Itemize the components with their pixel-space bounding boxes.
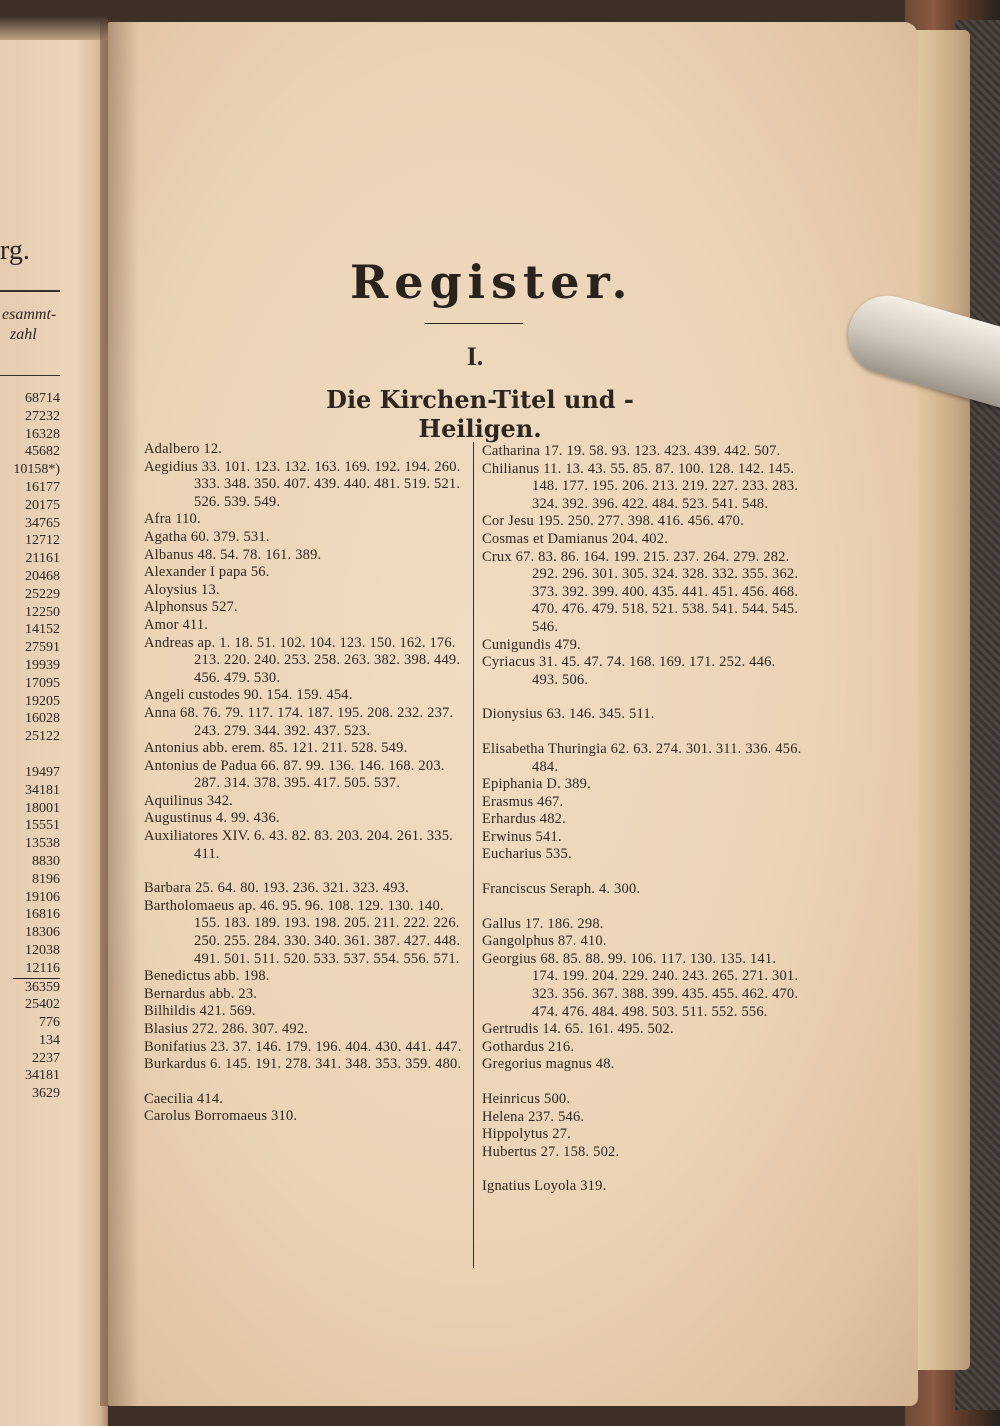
left-page-number: 16028 <box>25 711 60 727</box>
register-entry: Aloysius 13. <box>144 581 220 598</box>
number-gap <box>13 746 60 764</box>
register-entry: Dionysius 63. 146. 345. 511. <box>482 706 655 723</box>
left-page-number: 18306 <box>25 925 60 941</box>
register-entry: Bonifatius 23. 37. 146. 179. 196. 404. 430. 441. 447. <box>144 1038 462 1055</box>
left-page-number: 25229 <box>25 586 60 602</box>
left-page-number: 776 <box>39 1015 60 1031</box>
left-page-number: 20468 <box>25 568 60 584</box>
left-page-number: 20175 <box>25 497 60 513</box>
left-page-number: 27591 <box>25 640 60 656</box>
register-entry: Burkardus 6. 145. 191. 278. 341. 348. 353. 359. 480. <box>144 1056 462 1073</box>
register-entry: Benedictus abb. 198. <box>144 968 270 985</box>
left-page-number: 12712 <box>25 533 60 549</box>
register-entry: Gothardus 216. <box>482 1038 575 1055</box>
left-page-number: 68714 <box>25 391 60 406</box>
title-rule <box>425 323 523 324</box>
left-page-number: 3629 <box>32 1086 60 1102</box>
column-header-line-2: zahl <box>10 326 37 343</box>
left-page-number: 13538 <box>25 836 60 852</box>
left-page-number: 17095 <box>25 675 60 691</box>
register-entry: Anna 68. 76. 79. 117. 174. 187. 195. 208. 232. 237. 243. 279. 344. 392. 437. 523. <box>144 704 454 739</box>
left-page-number: 12038 <box>25 942 60 958</box>
register-entry: Carolus Borromaeus 310. <box>144 1108 298 1125</box>
register-entry: Gallus 17. 186. 298. <box>482 915 604 932</box>
register-entry: Georgius 68. 85. 88. 99. 106. 117. 130. 135. 141. 174. 199. 204. 229. 240. 243. 265. 271. 301. 323. 356. 367. 388. 399. 435. 455. 462. 470. 474. 476. 484. 498. 503. 511. 552. 556. <box>482 950 799 1020</box>
register-entry: Crux 67. 83. 86. 164. 199. 215. 237. 264. 279. 282. 292. 296. 301. 305. 324. 328. 332. 355. 362. 373. 392. 399. 400. 435. 441. 451. 456. 468. 470. 476. 479. 518. 521. 538. 541. 544. 545. 546. <box>482 548 799 635</box>
register-entry: Erhardus 482. <box>482 811 566 828</box>
register-entry: Elisabetha Thuringia 62. 63. 274. 301. 311. 336. 456. 484. <box>482 740 802 775</box>
left-page-number: 10158*) <box>13 462 60 478</box>
left-page-number: 45682 <box>25 444 60 460</box>
register-entry: Cunigundis 479. <box>482 636 581 653</box>
register-entry: Cyriacus 31. 45. 47. 74. 168. 169. 171. 252. 446. 493. 506. <box>482 654 776 688</box>
column-header-line-1: esammt- <box>2 306 57 323</box>
register-entry: Alphonsus 527. <box>144 599 238 616</box>
register-entry: Aegidius 33. 101. 123. 132. 163. 169. 192. 194. 260. 333. 348. 350. 407. 439. 440. 481. 519. 521. 526. 539. 549. <box>144 458 461 510</box>
section-title: Die Kirchen-Titel und -Heiligen. <box>326 385 634 443</box>
register-entry: Hippolytus 27. <box>482 1126 571 1143</box>
left-page-number: 12116 <box>13 960 60 979</box>
register-entry: Amor 411. <box>144 616 209 633</box>
register-entry: Helena 237. 546. <box>482 1108 585 1125</box>
register-entry: Gregorius magnus 48. <box>482 1056 615 1073</box>
left-page-number: 34181 <box>25 782 60 798</box>
register-entry: Adalbero 12. <box>144 441 223 457</box>
left-page-number: 19106 <box>25 889 60 905</box>
register-entry: Barbara 25. 64. 80. 193. 236. 321. 323. 493. <box>144 880 409 897</box>
gutter-shadow <box>100 20 140 1406</box>
left-page-number: 25122 <box>25 729 60 745</box>
register-entry: Heinricus 500. <box>482 1091 571 1107</box>
left-page-number: 16328 <box>25 426 60 442</box>
left-page-number: 16177 <box>25 479 60 495</box>
register-entry: Blasius 272. 286. 307. 492. <box>144 1021 309 1037</box>
register-column-left <box>144 441 466 1126</box>
register-entry: Epiphania D. 389. <box>482 776 591 793</box>
register-entry: Bartholomaeus ap. 46. 95. 96. 108. 129. 130. 140. 155. 183. 189. 193. 198. 205. 211. 222. 226. 250. 255. 284. 330. 340. 361. 387. 427. 448. 491. 501. 511. 520. 533. 537. 554. 556. 571. <box>144 897 461 967</box>
left-page-number: 19205 <box>25 693 60 709</box>
register-entry: Cor Jesu 195. 250. 277. 398. 416. 456. 470. <box>482 513 744 530</box>
left-page-number: 25402 <box>25 997 60 1013</box>
register-entry: Auxiliatores XIV. 6. 43. 82. 83. 203. 204. 261. 335. 411. <box>144 828 453 862</box>
left-page-number: 16816 <box>25 907 60 923</box>
register-entry: Eucharius 535. <box>482 846 572 863</box>
register-entry: Angeli custodes 90. 154. 159. 454. <box>144 687 353 704</box>
left-page-number: 27232 <box>25 408 60 424</box>
register-entry: Caecilia 414. <box>144 1090 224 1107</box>
left-page-fragment <box>0 0 108 1426</box>
column-divider <box>473 442 474 1268</box>
register-entry: Erasmus 467. <box>482 793 564 810</box>
left-page-number: 18001 <box>25 800 60 816</box>
left-page-numbers <box>13 390 60 1103</box>
register-entry: Afra 110. <box>144 511 201 528</box>
left-page-number: 8830 <box>32 853 60 869</box>
left-page-number: 19497 <box>25 764 60 780</box>
left-page-column-header <box>2 305 56 345</box>
register-entry: Bernardus abb. 23. <box>144 985 258 1002</box>
register-entry: Bilhildis 421. 569. <box>144 1003 256 1020</box>
left-page-number: 8196 <box>32 871 60 887</box>
left-page-heading-fragment: rg. <box>0 235 30 266</box>
register-entry: Antonius abb. erem. 85. 121. 211. 528. 549. <box>144 740 408 757</box>
register-column-right <box>482 443 802 1196</box>
left-page-number: 134 <box>39 1032 60 1048</box>
left-page-number: 15551 <box>25 818 60 834</box>
left-page-number: 36359 <box>25 979 60 995</box>
register-entry: Aquilinus 342. <box>144 792 233 809</box>
section-number: I. <box>466 342 484 371</box>
left-page-number: 19939 <box>25 657 60 673</box>
register-entry: Chilianus 11. 13. 43. 55. 85. 87. 100. 128. 142. 145. 148. 177. 195. 206. 213. 219. 227. 233. 283. 324. 392. 396. 422. 484. 523. 541. 548. <box>482 460 799 512</box>
left-page-number: 34181 <box>25 1068 60 1084</box>
left-page-number: 2237 <box>32 1050 60 1066</box>
register-entry: Hubertus 27. 158. 502. <box>482 1143 620 1160</box>
left-page-number: 34765 <box>25 515 60 531</box>
register-entry: Augustinus 4. 99. 436. <box>144 810 280 827</box>
register-entry: Franciscus Seraph. 4. 300. <box>482 881 641 898</box>
register-entry: Catharina 17. 19. 58. 93. 123. 423. 439. 442. 507. <box>482 443 781 459</box>
register-entry: Albanus 48. 54. 78. 161. 389. <box>144 546 322 563</box>
left-page-number: 12250 <box>25 604 60 620</box>
register-entry: Antonius de Padua 66. 87. 99. 136. 146. 168. 203. 287. 314. 378. 395. 417. 505. 537. <box>144 757 445 792</box>
left-page-rule <box>0 375 60 376</box>
register-entry: Gertrudis 14. 65. 161. 495. 502. <box>482 1021 674 1038</box>
register-entry: Gangolphus 87. 410. <box>482 933 607 950</box>
left-page-number: 21161 <box>25 551 60 567</box>
register-entry: Erwinus 541. <box>482 828 562 845</box>
register-entry: Ignatius Loyola 319. <box>482 1178 607 1195</box>
left-page-rule <box>0 290 60 292</box>
register-entry: Cosmas et Damianus 204. 402. <box>482 530 669 547</box>
register-entry: Andreas ap. 1. 18. 51. 102. 104. 123. 150. 162. 176. 213. 220. 240. 253. 258. 263. 382. 398. 449. 456. 479. 530. <box>144 634 461 686</box>
register-entry: Agatha 60. 379. 531. <box>144 528 270 545</box>
register-entry: Alexander I papa 56. <box>144 564 270 581</box>
left-page-top-edge <box>0 0 108 40</box>
page-title: Register. <box>350 255 634 309</box>
left-page-number: 14152 <box>25 622 60 638</box>
